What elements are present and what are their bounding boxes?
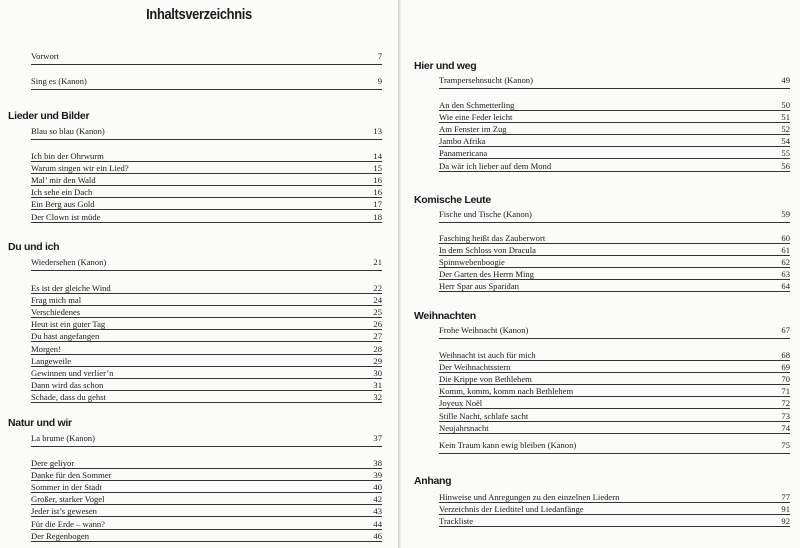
entry-underline <box>31 222 382 223</box>
entry-page-number: 37 <box>373 433 382 443</box>
entry-page-number: 91 <box>781 504 790 515</box>
entry-title: Frohe Weihnacht (Kanon) <box>439 325 529 335</box>
entry-underline <box>31 446 382 447</box>
entry-page-number: 25 <box>373 307 382 318</box>
entry-page-number: 63 <box>781 269 790 280</box>
toc-entry <box>439 439 790 451</box>
entry-title: Heut ist ein guter Tag <box>31 319 106 330</box>
entry-title: Der Regenbogen <box>31 530 89 541</box>
entry-title: Morgen! <box>31 343 61 354</box>
entry-page-number: 71 <box>781 386 790 397</box>
entry-page-number: 49 <box>781 75 790 85</box>
entry-page-number: 64 <box>781 281 790 292</box>
entry-page-number: 39 <box>373 470 382 481</box>
entry-title: Ich sehe ein Dach <box>31 187 93 198</box>
entry-title: La brume (Kanon) <box>31 433 95 443</box>
entry-title: Frag mich mal <box>31 295 82 306</box>
entry-page-number: 17 <box>373 199 382 210</box>
entry-page-number: 56 <box>781 160 790 171</box>
entry-page-number: 60 <box>781 233 790 243</box>
toc-entry <box>439 208 790 220</box>
section-heading: Weihnachten <box>414 310 476 322</box>
entry-title: Dann wird das schon <box>31 379 104 390</box>
toc-entry <box>31 75 382 87</box>
entry-title: Jeder ist’s gewesen <box>31 506 97 517</box>
entry-page-number: 7 <box>377 51 382 61</box>
entry-page-number: 70 <box>781 374 790 385</box>
entry-title: Schade, dass du gehst <box>31 391 106 402</box>
entry-page-number: 55 <box>781 148 790 159</box>
entry-title: Komm, komm, komm nach Bethlehem <box>439 386 574 397</box>
entry-title: Für die Erde – wann? <box>31 518 105 529</box>
entry-title: Der Garten des Herrn Ming <box>439 269 534 280</box>
entry-page-number: 62 <box>781 257 790 268</box>
entry-title: Fasching heißt das Zauberwort <box>439 233 546 243</box>
entry-page-number: 61 <box>781 245 790 256</box>
entry-title: Blau so blau (Kanon) <box>31 126 105 136</box>
entry-page-number: 31 <box>373 379 382 390</box>
section-heading: Komische Leute <box>414 194 491 206</box>
entry-title: Herr Spar aus Sparidan <box>439 281 519 292</box>
entry-title: Am Fenster im Zug <box>439 124 507 135</box>
entry-title: Ein Berg aus Gold <box>31 199 95 210</box>
entry-page-number: 42 <box>373 494 382 505</box>
entry-title: Gewinnen und verlier’n <box>31 367 114 378</box>
entry-title: Fische und Tische (Kanon) <box>439 209 532 219</box>
entry-title: Trampersehnsucht (Kanon) <box>439 75 533 85</box>
toc-entry <box>31 432 382 444</box>
entry-title: Weihnacht ist auch für mich <box>439 350 536 360</box>
entry-underline <box>439 291 790 292</box>
entry-page-number: 14 <box>373 151 382 161</box>
entry-page-number: 24 <box>373 295 382 306</box>
entry-page-number: 28 <box>373 343 382 354</box>
entry-underline <box>31 270 382 271</box>
entry-page-number: 69 <box>781 362 790 373</box>
entry-page-number: 9 <box>377 76 382 86</box>
entry-page-number: 52 <box>781 124 790 135</box>
entry-page-number: 22 <box>373 283 382 293</box>
entry-title: Wiedersehen (Kanon) <box>31 257 107 267</box>
entry-underline <box>439 433 790 434</box>
entry-page-number: 43 <box>373 506 382 517</box>
entry-page-number: 59 <box>781 209 790 219</box>
entry-title: Warum singen wir ein Lied? <box>31 163 129 174</box>
entry-page-number: 38 <box>373 458 382 468</box>
entry-underline <box>439 171 790 172</box>
entry-title: Hinweise und Anregungen zu den einzelnen Liedern <box>439 492 620 502</box>
entry-page-number: 27 <box>373 331 382 342</box>
entry-title: Trackliste <box>439 516 474 527</box>
entry-underline <box>31 139 382 140</box>
entry-title: In dem Schloss von Dracula <box>439 245 536 256</box>
section-heading: Lieder und Bilder <box>8 110 90 122</box>
entry-title: Jambo Afrika <box>439 136 486 147</box>
entry-page-number: 46 <box>373 530 382 541</box>
section-heading: Natur und wir <box>8 417 72 429</box>
entry-page-number: 92 <box>781 516 790 527</box>
entry-title: Dere geliyor <box>31 458 75 468</box>
entry-page-number: 18 <box>373 211 382 222</box>
entry-underline <box>439 526 790 527</box>
entry-title: Wie eine Feder leicht <box>439 112 513 123</box>
section-heading: Du und ich <box>8 241 60 253</box>
entry-underline <box>31 89 382 90</box>
entry-title: Der Weihnachtsstern <box>439 362 511 373</box>
entry-title: Es ist der gleiche Wind <box>31 283 111 293</box>
toc-entry <box>31 256 382 268</box>
entry-page-number: 26 <box>373 319 382 330</box>
entry-title: Sommer in der Stadt <box>31 482 102 493</box>
toc-entry <box>439 74 790 86</box>
entry-title: Verzeichnis der Liedtitel und Liedanfänge <box>439 504 584 515</box>
entry-title: Kein Traum kann ewig bleiben (Kanon) <box>439 440 577 450</box>
entry-title: Joyeux Noël <box>439 398 483 409</box>
entry-title: Panamericana <box>439 148 488 159</box>
entry-page-number: 73 <box>781 410 790 421</box>
toc-entry <box>31 125 382 137</box>
entry-page-number: 15 <box>373 163 382 174</box>
entry-title: Verschiedenes <box>31 307 81 318</box>
section-heading: Anhang <box>414 475 452 487</box>
entry-page-number: 75 <box>781 440 790 450</box>
entry-page-number: 74 <box>781 422 790 433</box>
entry-title: Da wär ich lieber auf dem Mond <box>439 160 552 171</box>
entry-title: Spinnwebenboogie <box>439 257 505 268</box>
entry-page-number: 30 <box>373 367 382 378</box>
entry-title: Ich bin der Ohrwurm <box>31 151 104 161</box>
entry-underline <box>31 402 382 403</box>
entry-title: Du hast angefangen <box>31 331 100 342</box>
entry-underline <box>31 541 382 542</box>
toc-entry <box>439 324 790 336</box>
entry-page-number: 77 <box>781 492 790 502</box>
entry-title: Stille Nacht, schlafe sacht <box>439 410 529 421</box>
entry-page-number: 21 <box>373 257 382 267</box>
entry-page-number: 16 <box>373 187 382 198</box>
entry-title: Der Clown ist müde <box>31 211 101 222</box>
entry-page-number: 50 <box>781 100 790 110</box>
entry-underline <box>31 64 382 65</box>
entry-title: An den Schmetterling <box>439 100 515 110</box>
entry-title: Neujahrsnacht <box>439 422 489 433</box>
entry-page-number: 51 <box>781 112 790 123</box>
entry-page-number: 67 <box>781 325 790 335</box>
entry-page-number: 29 <box>373 355 382 366</box>
entry-page-number: 13 <box>373 126 382 136</box>
toc-entry <box>31 50 382 62</box>
entry-underline <box>439 453 790 454</box>
entry-page-number: 68 <box>781 350 790 360</box>
entry-underline <box>439 338 790 339</box>
section-heading: Hier und weg <box>414 60 477 72</box>
entry-page-number: 44 <box>373 518 382 529</box>
entry-underline <box>439 222 790 223</box>
entry-title: Danke für den Sommer <box>31 470 112 481</box>
entry-page-number: 16 <box>373 175 382 186</box>
entry-title: Langeweile <box>31 355 72 366</box>
entry-title: Mal’ mir den Wald <box>31 175 96 186</box>
document-title: Inhaltsverzeichnis <box>146 6 252 23</box>
entry-underline <box>439 88 790 89</box>
entry-page-number: 32 <box>373 391 382 402</box>
entry-page-number: 72 <box>781 398 790 409</box>
entry-page-number: 40 <box>373 482 382 493</box>
entry-title: Die Krippe von Bethlehem <box>439 374 532 385</box>
entry-title: Vorwort <box>31 51 60 61</box>
entry-title: Sing es (Kanon) <box>31 76 87 86</box>
entry-page-number: 54 <box>781 136 790 147</box>
entry-title: Großer, starker Vogel <box>31 494 105 505</box>
